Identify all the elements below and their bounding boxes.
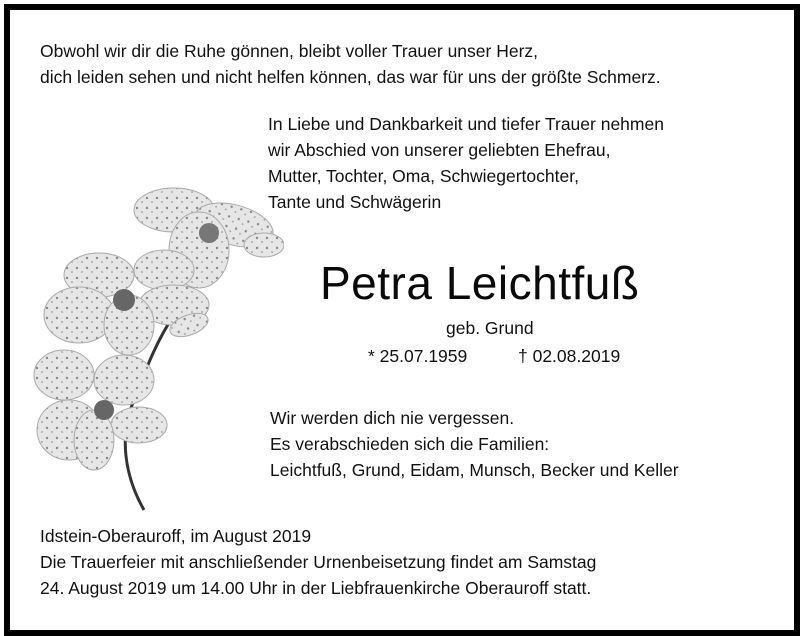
farewell-line-1: Wir werden dich nie vergessen. <box>270 408 515 428</box>
poem-line-1: Obwohl wir dir die Ruhe gönnen, bleibt voller Trauer unser Herz, <box>40 41 539 61</box>
farewell-line-3: Leichtfuß, Grund, Eidam, Munsch, Becker und Keller <box>270 460 679 480</box>
intro-line-3: Mutter, Tochter, Oma, Schwiegertochter, <box>268 166 579 186</box>
orchid-flower-lower <box>34 350 167 470</box>
intro-line-2: wir Abschied von unserer geliebten Ehefrau, <box>268 140 611 160</box>
footer-line-1: Idstein-Oberauroff, im August 2019 <box>40 526 312 546</box>
footer-line-2: Die Trauerfeier mit anschließender Urnenbeisetzung findet am Samstag <box>40 552 597 572</box>
poem-line-2: dich leiden sehen und nicht helfen können, das war für uns der größte Schmerz. <box>40 67 661 87</box>
orchid-branch-icon <box>24 175 284 515</box>
birth-date: * 25.07.1959 <box>368 346 468 366</box>
orchid-flower-middle <box>44 250 209 355</box>
maiden-name: geb. Grund <box>446 318 534 338</box>
intro-line-1: In Liebe und Dankbarkeit und tiefer Trauer nehmen <box>268 114 664 134</box>
farewell-line-2: Es verabschieden sich die Familien: <box>270 434 550 454</box>
footer-line-3: 24. August 2019 um 14.00 Uhr in der Liebfrauenkirche Oberauroff statt. <box>40 578 592 598</box>
intro-line-4: Tante und Schwägerin <box>268 192 442 212</box>
deceased-name: Petra Leichtfuß <box>320 257 640 309</box>
death-date: † 02.08.2019 <box>518 346 621 366</box>
